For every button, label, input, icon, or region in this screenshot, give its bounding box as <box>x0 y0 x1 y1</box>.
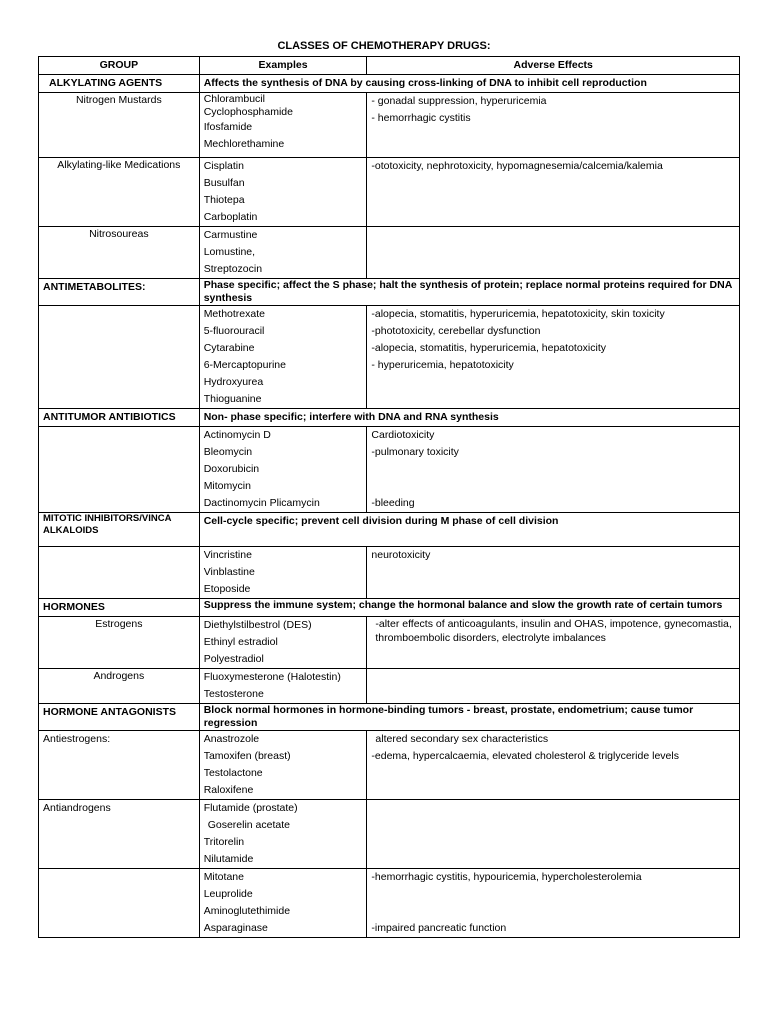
example-item: Streptozocin <box>203 263 263 275</box>
section-row <box>39 75 740 93</box>
example-item: Diethylstilbestrol (DES) <box>203 619 312 631</box>
table-row <box>39 158 740 227</box>
effects-cell <box>367 731 740 800</box>
effect-item: altered secondary sex characteristics <box>375 733 549 745</box>
effect-item: - hyperuricemia, hepatotoxicity <box>371 359 514 371</box>
section-desc: Phase specific; affect the S phase; halt the synthesis of protein; replace normal proteins required for DNA synthesis <box>199 279 739 306</box>
table-row <box>39 93 740 158</box>
example-item: Nilutamide <box>203 853 254 865</box>
effect-spacer <box>371 903 735 920</box>
example-item: Polyestradiol <box>203 653 264 665</box>
example-item: Chlorambucil <box>203 93 265 105</box>
group-name: Antiestrogens: <box>39 731 200 800</box>
example-item: Lomustine, <box>203 246 256 258</box>
section-row <box>39 513 740 547</box>
example-item: Cisplatin <box>203 160 244 172</box>
example-item: Mitotane <box>203 871 244 883</box>
effect-item: -ototoxicity, nephrotoxicity, hypomagnesemia/calcemia/kalemia <box>371 160 663 172</box>
group-name <box>39 547 200 599</box>
section-row <box>39 704 740 731</box>
example-item: Mechlorethamine <box>203 138 285 150</box>
example-item: Aminoglutethimide <box>203 905 291 917</box>
example-item: Anastrozole <box>203 733 260 745</box>
examples-cell <box>199 869 367 938</box>
example-item: Thiotepa <box>203 194 245 206</box>
table-row <box>39 306 740 409</box>
example-item: Vinblastine <box>203 566 255 578</box>
effect-item: - gonadal suppression, hyperuricemia <box>371 95 547 107</box>
section-row <box>39 279 740 306</box>
group-name: Nitrogen Mustards <box>39 93 200 158</box>
section-name: MITOTIC INHIBITORS/VINCA ALKALOIDS <box>39 513 200 547</box>
section-desc: Non- phase specific; interfere with DNA and RNA synthesis <box>199 409 739 427</box>
example-item: Mitomycin <box>203 480 251 492</box>
effect-item: -impaired pancreatic function <box>371 922 507 934</box>
example-item: Fluoxymesterone (Halotestin) <box>203 671 341 683</box>
example-item: Methotrexate <box>203 308 265 320</box>
group-name: Antiandrogens <box>39 800 200 869</box>
example-item: Tritorelin <box>203 836 245 848</box>
effects-cell <box>367 617 740 669</box>
section-row <box>39 409 740 427</box>
examples-cell <box>199 669 367 704</box>
group-name: Nitrosoureas <box>39 227 200 279</box>
example-item: 6-Mercaptopurine <box>203 359 286 371</box>
example-item: Carmustine <box>203 229 258 241</box>
effect-item: - hemorrhagic cystitis <box>371 112 471 124</box>
section-desc: Suppress the immune system; change the hormonal balance and slow the growth rate of certain tumors <box>199 599 739 617</box>
example-item: Raloxifene <box>203 784 254 796</box>
section-name: ANTIMETABOLITES: <box>39 279 200 306</box>
effect-item: neurotoxicity <box>371 549 431 561</box>
group-name: Alkylating-like Medications <box>39 158 200 227</box>
example-item: Flutamide (prostate) <box>203 802 298 814</box>
group-name <box>39 869 200 938</box>
example-item: Ethinyl estradiol <box>203 636 278 648</box>
effects-cell <box>367 158 740 227</box>
example-item: Carboplatin <box>203 211 258 223</box>
section-name: HORMONES <box>39 599 200 617</box>
example-item: Etoposide <box>203 583 251 595</box>
effect-item: -alopecia, stomatitis, hyperuricemia, hepatotoxicity, skin toxicity <box>371 308 665 320</box>
examples-cell <box>199 306 367 409</box>
effect-item: -alter effects of anticoagulants, insulin and OHAS, impotence, gynecomastia, thromboembolic disorders, electrolyte imbalances <box>375 618 732 644</box>
example-item: Bleomycin <box>203 446 253 458</box>
example-item: Vincristine <box>203 549 252 561</box>
effects-cell <box>367 227 740 279</box>
table-row <box>39 617 740 669</box>
example-item: Leuprolide <box>203 888 253 900</box>
section-desc: Cell-cycle specific; prevent cell division during M phase of cell division <box>199 513 739 547</box>
example-item: Asparaginase <box>203 922 268 934</box>
table-row <box>39 731 740 800</box>
section-desc: Block normal hormones in hormone-binding tumors - breast, prostate, endometrium; cause tumor regression <box>199 704 739 731</box>
table-row <box>39 869 740 938</box>
example-item: 5-fluorouracil <box>203 325 265 337</box>
example-item: Ifosfamide <box>203 121 253 133</box>
example-item: Hydroxyurea <box>203 376 264 388</box>
effect-item: -alopecia, stomatitis, hyperuricemia, hepatotoxicity <box>371 342 606 354</box>
examples-cell <box>199 731 367 800</box>
examples-cell <box>199 427 367 513</box>
example-item: Cyclophosphamide <box>203 106 293 118</box>
table-row <box>39 800 740 869</box>
example-item: Thioguanine <box>203 393 262 405</box>
effects-cell <box>367 306 740 409</box>
effect-item: Cardiotoxicity <box>371 429 435 441</box>
examples-cell <box>199 93 367 158</box>
chemo-table <box>38 56 740 938</box>
effects-cell <box>367 93 740 158</box>
section-row <box>39 599 740 617</box>
example-item: Testolactone <box>203 767 263 779</box>
examples-cell <box>199 547 367 599</box>
examples-cell <box>199 617 367 669</box>
table-row <box>39 547 740 599</box>
section-name: HORMONE ANTAGONISTS <box>39 704 200 731</box>
group-name: Androgens <box>39 669 200 704</box>
effect-spacer <box>371 886 735 903</box>
example-item: Busulfan <box>203 177 245 189</box>
section-name: ANTITUMOR ANTIBIOTICS <box>39 409 200 427</box>
table-row <box>39 669 740 704</box>
example-item: Tamoxifen (breast) <box>203 750 291 762</box>
examples-cell <box>199 800 367 869</box>
page-title: CLASSES OF CHEMOTHERAPY DRUGS: <box>277 40 491 52</box>
section-desc: Affects the synthesis of DNA by causing cross-linking of DNA to inhibit cell reproduction <box>199 75 739 93</box>
effect-item: -phototoxicity, cerebellar dysfunction <box>371 325 541 337</box>
effect-item: -edema, hypercalcaemia, elevated cholesterol & triglyceride levels <box>371 750 679 762</box>
group-name <box>39 306 200 409</box>
effects-cell <box>367 547 740 599</box>
header-group: GROUP <box>39 57 200 75</box>
group-name <box>39 427 200 513</box>
group-name: Estrogens <box>39 617 200 669</box>
example-item: Cytarabine <box>203 342 255 354</box>
table-row <box>39 427 740 513</box>
examples-cell <box>199 227 367 279</box>
effect-spacer <box>371 478 735 495</box>
example-item: Goserelin acetate <box>207 819 290 831</box>
example-item: Testosterone <box>203 688 264 700</box>
example-item: Dactinomycin Plicamycin <box>203 497 320 509</box>
effect-spacer <box>371 461 735 478</box>
header-adverse: Adverse Effects <box>367 57 740 75</box>
section-name: ALKYLATING AGENTS <box>39 75 200 93</box>
effects-cell <box>367 869 740 938</box>
header-examples: Examples <box>199 57 367 75</box>
effect-item: -pulmonary toxicity <box>371 446 459 458</box>
example-item: Doxorubicin <box>203 463 260 475</box>
effects-cell <box>367 669 740 704</box>
examples-cell <box>199 158 367 227</box>
table-row <box>39 227 740 279</box>
effect-item: -hemorrhagic cystitis, hypouricemia, hypercholesterolemia <box>371 871 642 883</box>
effects-cell <box>367 427 740 513</box>
effect-item: -bleeding <box>371 497 415 509</box>
effects-cell <box>367 800 740 869</box>
example-item: Actinomycin D <box>203 429 271 441</box>
header-row <box>39 57 740 75</box>
